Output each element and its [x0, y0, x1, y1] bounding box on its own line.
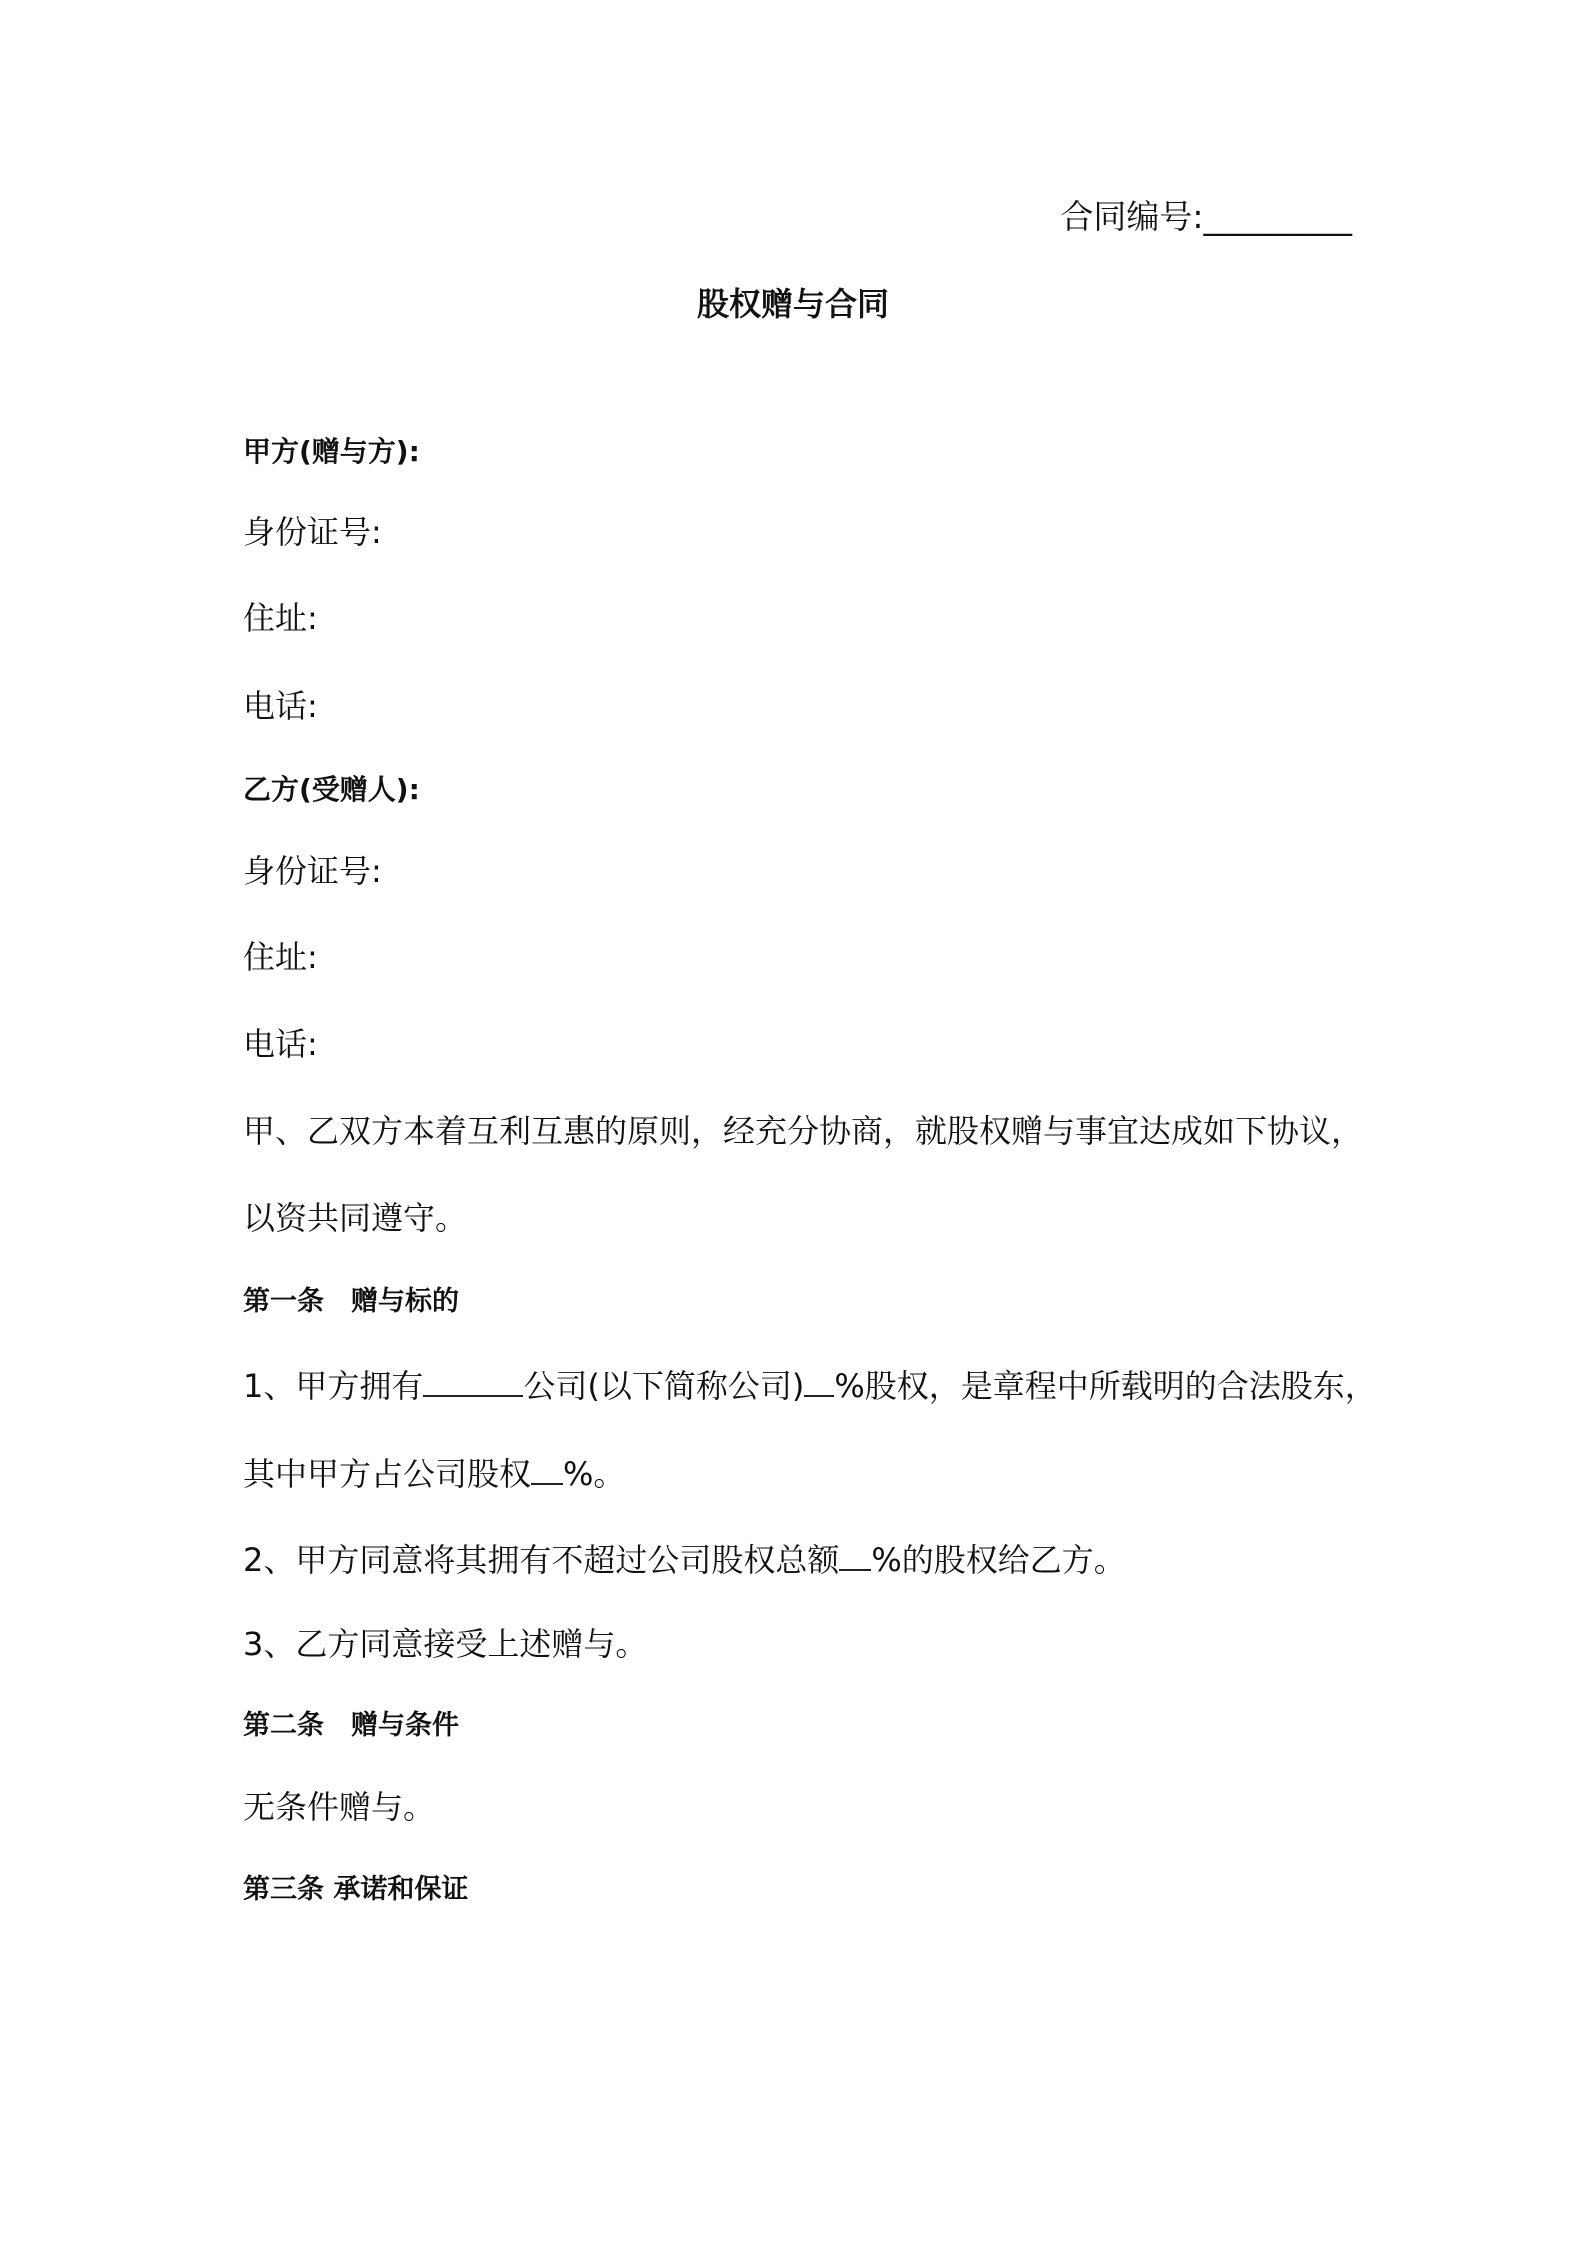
item-1-line2-text-b: %。 [563, 1455, 626, 1493]
preamble-line-1: 甲、乙双方本着互利互惠的原则，经充分协商，就股权赠与事宜达成如下协议， [243, 1112, 1364, 1150]
article-3-heading: 第三条 承诺和保证 [243, 1874, 469, 1905]
party-b-phone-label: 电话: [243, 1025, 318, 1063]
item-1-text-c: %股权，是章程中所载明的合法股东， [834, 1367, 1377, 1405]
party-a-heading: 甲方(赠与方): [243, 435, 420, 468]
item-1-line2-text-a: 其中甲方占公司股权 [243, 1455, 532, 1493]
article-2-text: 无条件赠与。 [243, 1788, 436, 1826]
party-a-id-label: 身份证号: [243, 513, 382, 551]
company-name-blank [423, 1369, 523, 1397]
party-a-phone-label: 电话: [243, 687, 318, 725]
article-1-item-2 [243, 1541, 1126, 1579]
item-1-text-b: 公司(以下简称公司) [523, 1367, 805, 1405]
item-2-text-a: 2、甲方同意将其拥有不超过公司股权总额 [243, 1541, 840, 1579]
party-a-percent-blank [531, 1457, 563, 1485]
item-1-text-a: 1、甲方拥有 [243, 1367, 424, 1405]
contract-number: 合同编号:_________ [1060, 197, 1352, 236]
document-title: 股权赠与合同 [696, 285, 889, 323]
article-1-item-3: 3、乙方同意接受上述赠与。 [243, 1625, 648, 1663]
article-1-item-1 [243, 1367, 1377, 1405]
preamble-line-2: 以资共同遵守。 [243, 1199, 468, 1237]
share-percent-blank [804, 1369, 834, 1397]
party-b-id-label: 身份证号: [243, 852, 382, 890]
party-a-address-label: 住址: [243, 599, 318, 637]
party-b-address-label: 住址: [243, 938, 318, 976]
article-1-heading: 第一条 赠与标的 [243, 1286, 459, 1317]
gift-percent-blank [839, 1543, 871, 1571]
article-2-heading: 第二条 赠与条件 [243, 1710, 459, 1741]
item-2-text-b: %的股权给乙方。 [871, 1541, 1126, 1579]
article-1-item-1-continued [243, 1455, 626, 1493]
party-b-heading: 乙方(受赠人): [243, 773, 420, 806]
